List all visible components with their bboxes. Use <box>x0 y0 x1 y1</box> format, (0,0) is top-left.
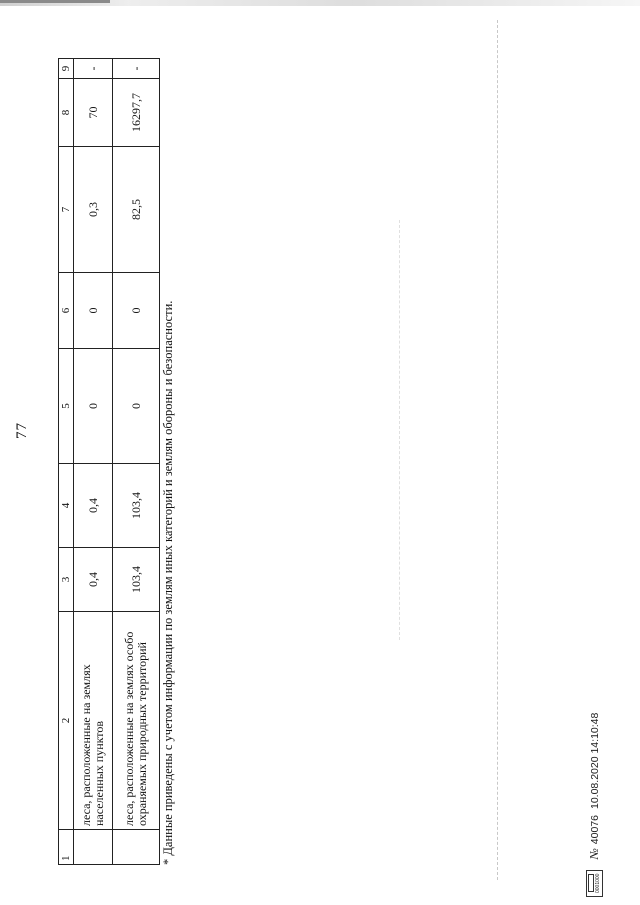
table-header-row <box>59 59 74 865</box>
footnote: * Данные приведены с учетом информации по землям иных категорий и землям обороны и безопасности. <box>161 300 175 865</box>
table-cell: 0,3 <box>74 147 113 273</box>
table-header-cell: 5 <box>59 349 74 464</box>
table-row <box>113 59 160 865</box>
page-number: 77 <box>14 422 30 439</box>
table-header-cell: 6 <box>59 273 74 349</box>
table-cell: 0,4 <box>74 548 113 612</box>
table-cell: 82,5 <box>113 147 160 273</box>
table-cell <box>113 830 160 865</box>
table-header-cell: 2 <box>59 612 74 830</box>
table-cell: 0 <box>113 273 160 349</box>
stamp-number: 40076 <box>588 815 601 845</box>
forest-data-table <box>58 58 160 865</box>
row-label: леса, расположенные на землях особо охраняемых природных территорий <box>113 612 160 830</box>
table-cell: - <box>74 59 113 79</box>
table-cell: 103,4 <box>113 464 160 548</box>
stamp-logo-icon: 0001000 <box>586 870 603 897</box>
row-label: леса, расположенные на землях населенных пунктов <box>74 612 113 830</box>
table-cell: 0,4 <box>74 464 113 548</box>
number-sign: № <box>587 848 601 860</box>
table-cell: 0 <box>74 349 113 464</box>
table-header-cell: 9 <box>59 59 74 79</box>
table-cell: 103,4 <box>113 548 160 612</box>
table-cell: 0 <box>113 349 160 464</box>
table-cell: 16297,7 <box>113 79 160 147</box>
table-cell: - <box>113 59 160 79</box>
table-cell <box>74 830 113 865</box>
document-stamp <box>586 713 603 897</box>
table-header-cell: 8 <box>59 79 74 147</box>
table-cell: 70 <box>74 79 113 147</box>
table-header-cell: 4 <box>59 464 74 548</box>
table-header-cell: 3 <box>59 548 74 612</box>
table-header-cell: 7 <box>59 147 74 273</box>
table-row <box>74 59 113 865</box>
table-cell: 0 <box>74 273 113 349</box>
table-header-cell: 1 <box>59 830 74 865</box>
stamp-datetime: 10.08.2020 14:10:48 <box>588 712 601 809</box>
